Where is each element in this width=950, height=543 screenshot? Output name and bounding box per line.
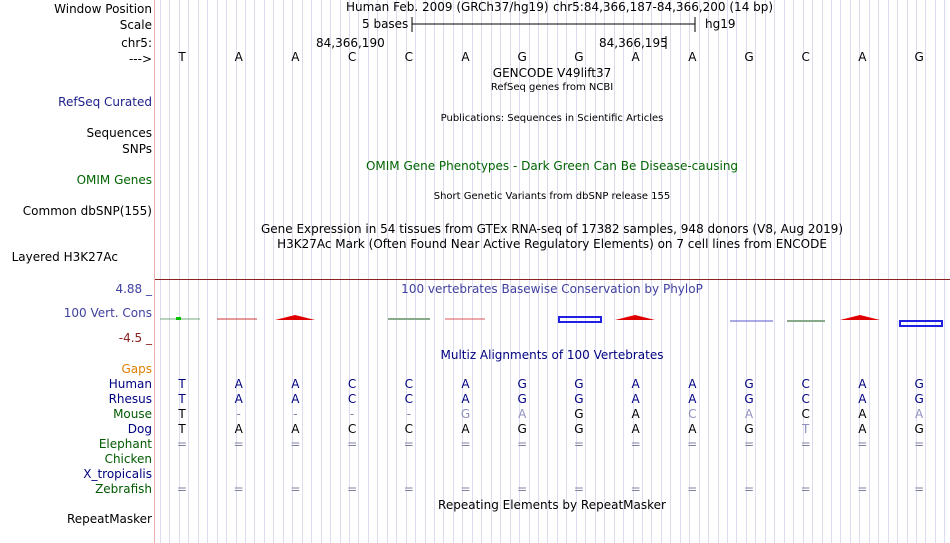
- publications-title: Publications: Sequences in Scientific Articles: [440, 113, 664, 124]
- alignment-base: A: [744, 407, 754, 421]
- guide-line: [254, 0, 255, 543]
- alignment-base: =: [800, 482, 811, 496]
- guide-line: [840, 0, 841, 543]
- guide-line: [425, 0, 426, 543]
- alignment-base: G: [574, 422, 584, 436]
- alignment-base: C: [404, 377, 413, 391]
- omim-pheno-title: OMIM Gene Phenotypes - Dark Green Can Be Disease-causing: [365, 159, 739, 173]
- guide-line: [784, 0, 785, 543]
- gtex-title: Gene Expression in 54 tissues from GTEx RNA-seq of 17382 samples, 948 donors (V8, Aug 2019): [260, 222, 844, 236]
- scale-bases: 5 bases: [362, 17, 409, 31]
- alignment-base: A: [461, 377, 470, 391]
- alignment-base: A: [631, 422, 640, 436]
- alignment-base: C: [404, 422, 413, 436]
- alignment-base: =: [176, 482, 188, 496]
- alignment-base: =: [460, 482, 471, 496]
- alignment-base: A: [631, 377, 640, 391]
- guide-line: [226, 0, 227, 543]
- species-label[interactable]: Human: [108, 377, 152, 391]
- position-title: chr5:84,366,187-84,366,200 (14 bp): [553, 0, 774, 14]
- guide-line: [803, 0, 804, 543]
- guide-line: [396, 0, 397, 543]
- alignment-base: A: [631, 392, 640, 406]
- alignment-base: A: [291, 422, 300, 436]
- guide-line: [340, 0, 341, 543]
- alignment-base: G: [574, 407, 584, 421]
- guide-line: [935, 0, 936, 543]
- guide-line: [311, 0, 312, 543]
- alignment-base: =: [800, 437, 811, 451]
- alignment-base: C: [347, 392, 357, 406]
- alignment-base: C: [404, 392, 413, 406]
- dbsnp-title: Short Genetic Variants from dbSNP release 155: [433, 191, 671, 202]
- track-label-vert-cons[interactable]: 100 Vert. Cons: [63, 306, 152, 320]
- alignment-base: C: [688, 407, 697, 421]
- gencode-title: GENCODE V49lift37: [492, 66, 612, 80]
- strand-label: --->: [128, 52, 152, 66]
- track-label-sequences[interactable]: Sequences: [86, 126, 152, 140]
- guide-line: [415, 0, 416, 543]
- species-label[interactable]: Chicken: [104, 452, 152, 466]
- alignment-base: =: [687, 437, 698, 451]
- alignment-base: =: [517, 437, 528, 451]
- reference-base: A: [461, 50, 470, 64]
- alignment-base: G: [460, 407, 471, 421]
- species-label[interactable]: Elephant: [98, 437, 152, 451]
- alignment-base: =: [403, 437, 414, 451]
- guide-line: [850, 0, 851, 543]
- alignment-base: G: [574, 392, 584, 406]
- alignment-base: =: [176, 437, 188, 451]
- alignment-base: T: [802, 422, 810, 436]
- guide-line: [661, 0, 662, 543]
- alignment-base: A: [688, 422, 697, 436]
- reference-base: G: [517, 50, 527, 64]
- reference-base: C: [347, 50, 357, 64]
- species-label[interactable]: Dog: [127, 422, 152, 436]
- alignment-base: =: [630, 482, 641, 496]
- guide-line: [462, 0, 463, 543]
- alignment-base: =: [517, 482, 528, 496]
- alignment-base: A: [234, 392, 243, 406]
- alignment-base: A: [631, 407, 640, 421]
- phylop-title: 100 vertebrates Basewise Conservation by PhyloP: [401, 282, 703, 296]
- alignment-base: -: [406, 407, 411, 421]
- guide-line: [859, 0, 860, 543]
- guide-line: [736, 0, 737, 543]
- alignment-base: =: [233, 437, 244, 451]
- alignment-base: A: [518, 407, 527, 421]
- guide-line: [680, 0, 681, 543]
- track-label-dbsnp[interactable]: Common dbSNP(155): [22, 204, 152, 218]
- alignment-base: C: [801, 392, 810, 406]
- alignment-base: G: [914, 377, 924, 391]
- guide-line: [907, 0, 908, 543]
- track-label-repeatmasker[interactable]: RepeatMasker: [66, 512, 152, 526]
- reference-base: G: [914, 50, 924, 64]
- reference-base: T: [178, 50, 186, 64]
- guide-line: [377, 0, 378, 543]
- guide-line: [746, 0, 747, 543]
- guide-line: [651, 0, 652, 543]
- alignment-base: G: [517, 377, 527, 391]
- guide-line: [765, 0, 766, 543]
- guide-line: [831, 0, 832, 543]
- reference-base: A: [858, 50, 867, 64]
- scale-label: Scale: [119, 18, 152, 32]
- guide-line: [179, 0, 180, 543]
- guide-line: [406, 0, 407, 543]
- alignment-base: =: [347, 437, 358, 451]
- alignment-base: =: [460, 437, 471, 451]
- guide-line: [774, 0, 775, 543]
- guide-line: [925, 0, 926, 543]
- guide-line: [236, 0, 237, 543]
- alignment-base: G: [914, 422, 924, 436]
- window-position-label: Window Position: [54, 2, 152, 16]
- reference-base: C: [801, 50, 810, 64]
- assembly-title: Human Feb. 2009 (GRCh37/hg19): [346, 0, 549, 14]
- guide-line: [793, 0, 794, 543]
- track-label-omim[interactable]: OMIM Genes: [76, 173, 152, 187]
- track-label-h3k27ac[interactable]: Layered H3K27Ac: [11, 250, 118, 264]
- reference-base: C: [404, 50, 413, 64]
- phylop-graph: [155, 310, 950, 330]
- guide-line: [264, 0, 265, 543]
- alignment-base: G: [517, 392, 527, 406]
- alignment-base: =: [914, 482, 925, 496]
- alignment-base: A: [858, 392, 867, 406]
- alignment-base: =: [290, 437, 301, 451]
- reference-base: G: [744, 50, 754, 64]
- guide-line: [944, 0, 945, 543]
- guide-line: [888, 0, 889, 543]
- guide-line: [321, 0, 322, 543]
- alignment-base: =: [233, 482, 244, 496]
- alignment-base: C: [801, 407, 810, 421]
- species-label[interactable]: Rhesus: [108, 392, 152, 406]
- h3k27ac-title: H3K27Ac Mark (Often Found Near Active Regulatory Elements) on 7 cell lines from ENCODE: [277, 237, 827, 251]
- guide-line: [718, 0, 719, 543]
- guide-line: [198, 0, 199, 543]
- alignment-base: A: [461, 422, 470, 436]
- species-label[interactable]: Mouse: [113, 407, 152, 421]
- alignment-base: G: [574, 377, 584, 391]
- guide-line: [878, 0, 879, 543]
- alignment-base: =: [687, 482, 698, 496]
- guide-line: [217, 0, 218, 543]
- h3k27ac-baseline: [155, 279, 950, 280]
- guide-line: [472, 0, 473, 543]
- guide-line: [245, 0, 246, 543]
- guide-line: [387, 0, 388, 543]
- alignment-base: -: [293, 407, 298, 421]
- alignment-base: -: [236, 407, 241, 421]
- guide-line: [642, 0, 643, 543]
- guide-line: [897, 0, 898, 543]
- track-label-snps[interactable]: SNPs: [122, 142, 152, 156]
- guide-line: [283, 0, 284, 543]
- alignment-base: A: [858, 377, 867, 391]
- guide-line: [670, 0, 671, 543]
- repeatmasker-title: Repeating Elements by RepeatMasker: [438, 498, 666, 512]
- guide-line: [614, 0, 615, 543]
- guide-line: [633, 0, 634, 543]
- alignment-base: =: [857, 437, 868, 451]
- alignment-base: =: [573, 437, 584, 451]
- alignment-base: A: [858, 422, 867, 436]
- refseq-genes-title: RefSeq genes from NCBI: [490, 82, 614, 93]
- alignment-base: A: [858, 407, 867, 421]
- coord-label-2: 84,366,195: [599, 36, 668, 50]
- alignment-base: A: [914, 407, 924, 421]
- guide-line: [708, 0, 709, 543]
- guide-line: [434, 0, 435, 543]
- guide-line: [160, 0, 161, 543]
- alignment-base: =: [290, 482, 301, 496]
- guide-line: [869, 0, 870, 543]
- guide-line: [689, 0, 690, 543]
- guide-line: [292, 0, 293, 543]
- alignment-base: T: [178, 377, 186, 391]
- guide-line: [453, 0, 454, 543]
- guide-line: [812, 0, 813, 543]
- alignment-base: A: [234, 422, 243, 436]
- alignment-base: A: [461, 392, 470, 406]
- alignment-base: G: [517, 422, 527, 436]
- alignment-base: G: [744, 422, 754, 436]
- coord-label-1: 84,366,190: [316, 36, 385, 50]
- alignment-base: =: [857, 482, 868, 496]
- guide-line: [443, 0, 444, 543]
- species-label[interactable]: X_tropicalis: [83, 467, 152, 481]
- guide-line: [207, 0, 208, 543]
- track-label-divider: [154, 0, 155, 543]
- guide-line: [727, 0, 728, 543]
- alignment-base: T: [178, 422, 186, 436]
- alignment-base: G: [914, 392, 924, 406]
- reference-base: A: [291, 50, 300, 64]
- alignment-base: T: [178, 392, 186, 406]
- alignment-base: G: [744, 392, 754, 406]
- alignment-base: A: [291, 392, 300, 406]
- alignment-base: C: [347, 377, 357, 391]
- alignment-base: A: [688, 392, 697, 406]
- track-label-gaps[interactable]: Gaps: [121, 362, 152, 376]
- alignment-base: =: [743, 482, 755, 496]
- alignment-base: =: [743, 437, 755, 451]
- alignment-base: =: [914, 437, 925, 451]
- phylop-min-label: -4.5 _: [118, 331, 152, 345]
- alignment-base: -: [349, 407, 355, 421]
- guide-line: [481, 0, 482, 543]
- guide-line: [358, 0, 359, 543]
- alignment-base: =: [403, 482, 414, 496]
- reference-base: A: [631, 50, 640, 64]
- guide-line: [330, 0, 331, 543]
- reference-base: G: [574, 50, 584, 64]
- multiz-title: Multiz Alignments of 100 Vertebrates: [440, 348, 664, 362]
- alignment-base: C: [801, 377, 810, 391]
- alignment-base: A: [688, 377, 697, 391]
- guide-line: [273, 0, 274, 543]
- guide-line: [916, 0, 917, 543]
- guide-line: [755, 0, 756, 543]
- reference-base: A: [688, 50, 697, 64]
- reference-base: A: [234, 50, 243, 64]
- phylop-max-label: 4.88 _: [115, 282, 152, 296]
- alignment-base: A: [234, 377, 243, 391]
- guide-line: [699, 0, 700, 543]
- alignment-base: C: [347, 422, 357, 436]
- guide-line: [623, 0, 624, 543]
- alignment-base: =: [347, 482, 358, 496]
- alignment-base: T: [178, 407, 186, 421]
- guide-line: [368, 0, 369, 543]
- guide-line: [349, 0, 350, 543]
- alignment-base: =: [630, 437, 641, 451]
- scale-db: hg19: [705, 17, 736, 31]
- alignment-base: A: [291, 377, 300, 391]
- chromosome-label: chr5:: [121, 36, 152, 50]
- track-label-refseq[interactable]: RefSeq Curated: [58, 95, 152, 109]
- guide-line: [188, 0, 189, 543]
- species-label[interactable]: Zebrafish: [95, 482, 152, 496]
- alignment-base: =: [573, 482, 584, 496]
- guide-line: [822, 0, 823, 543]
- guide-line: [169, 0, 170, 543]
- alignment-base: G: [744, 377, 754, 391]
- guide-line: [302, 0, 303, 543]
